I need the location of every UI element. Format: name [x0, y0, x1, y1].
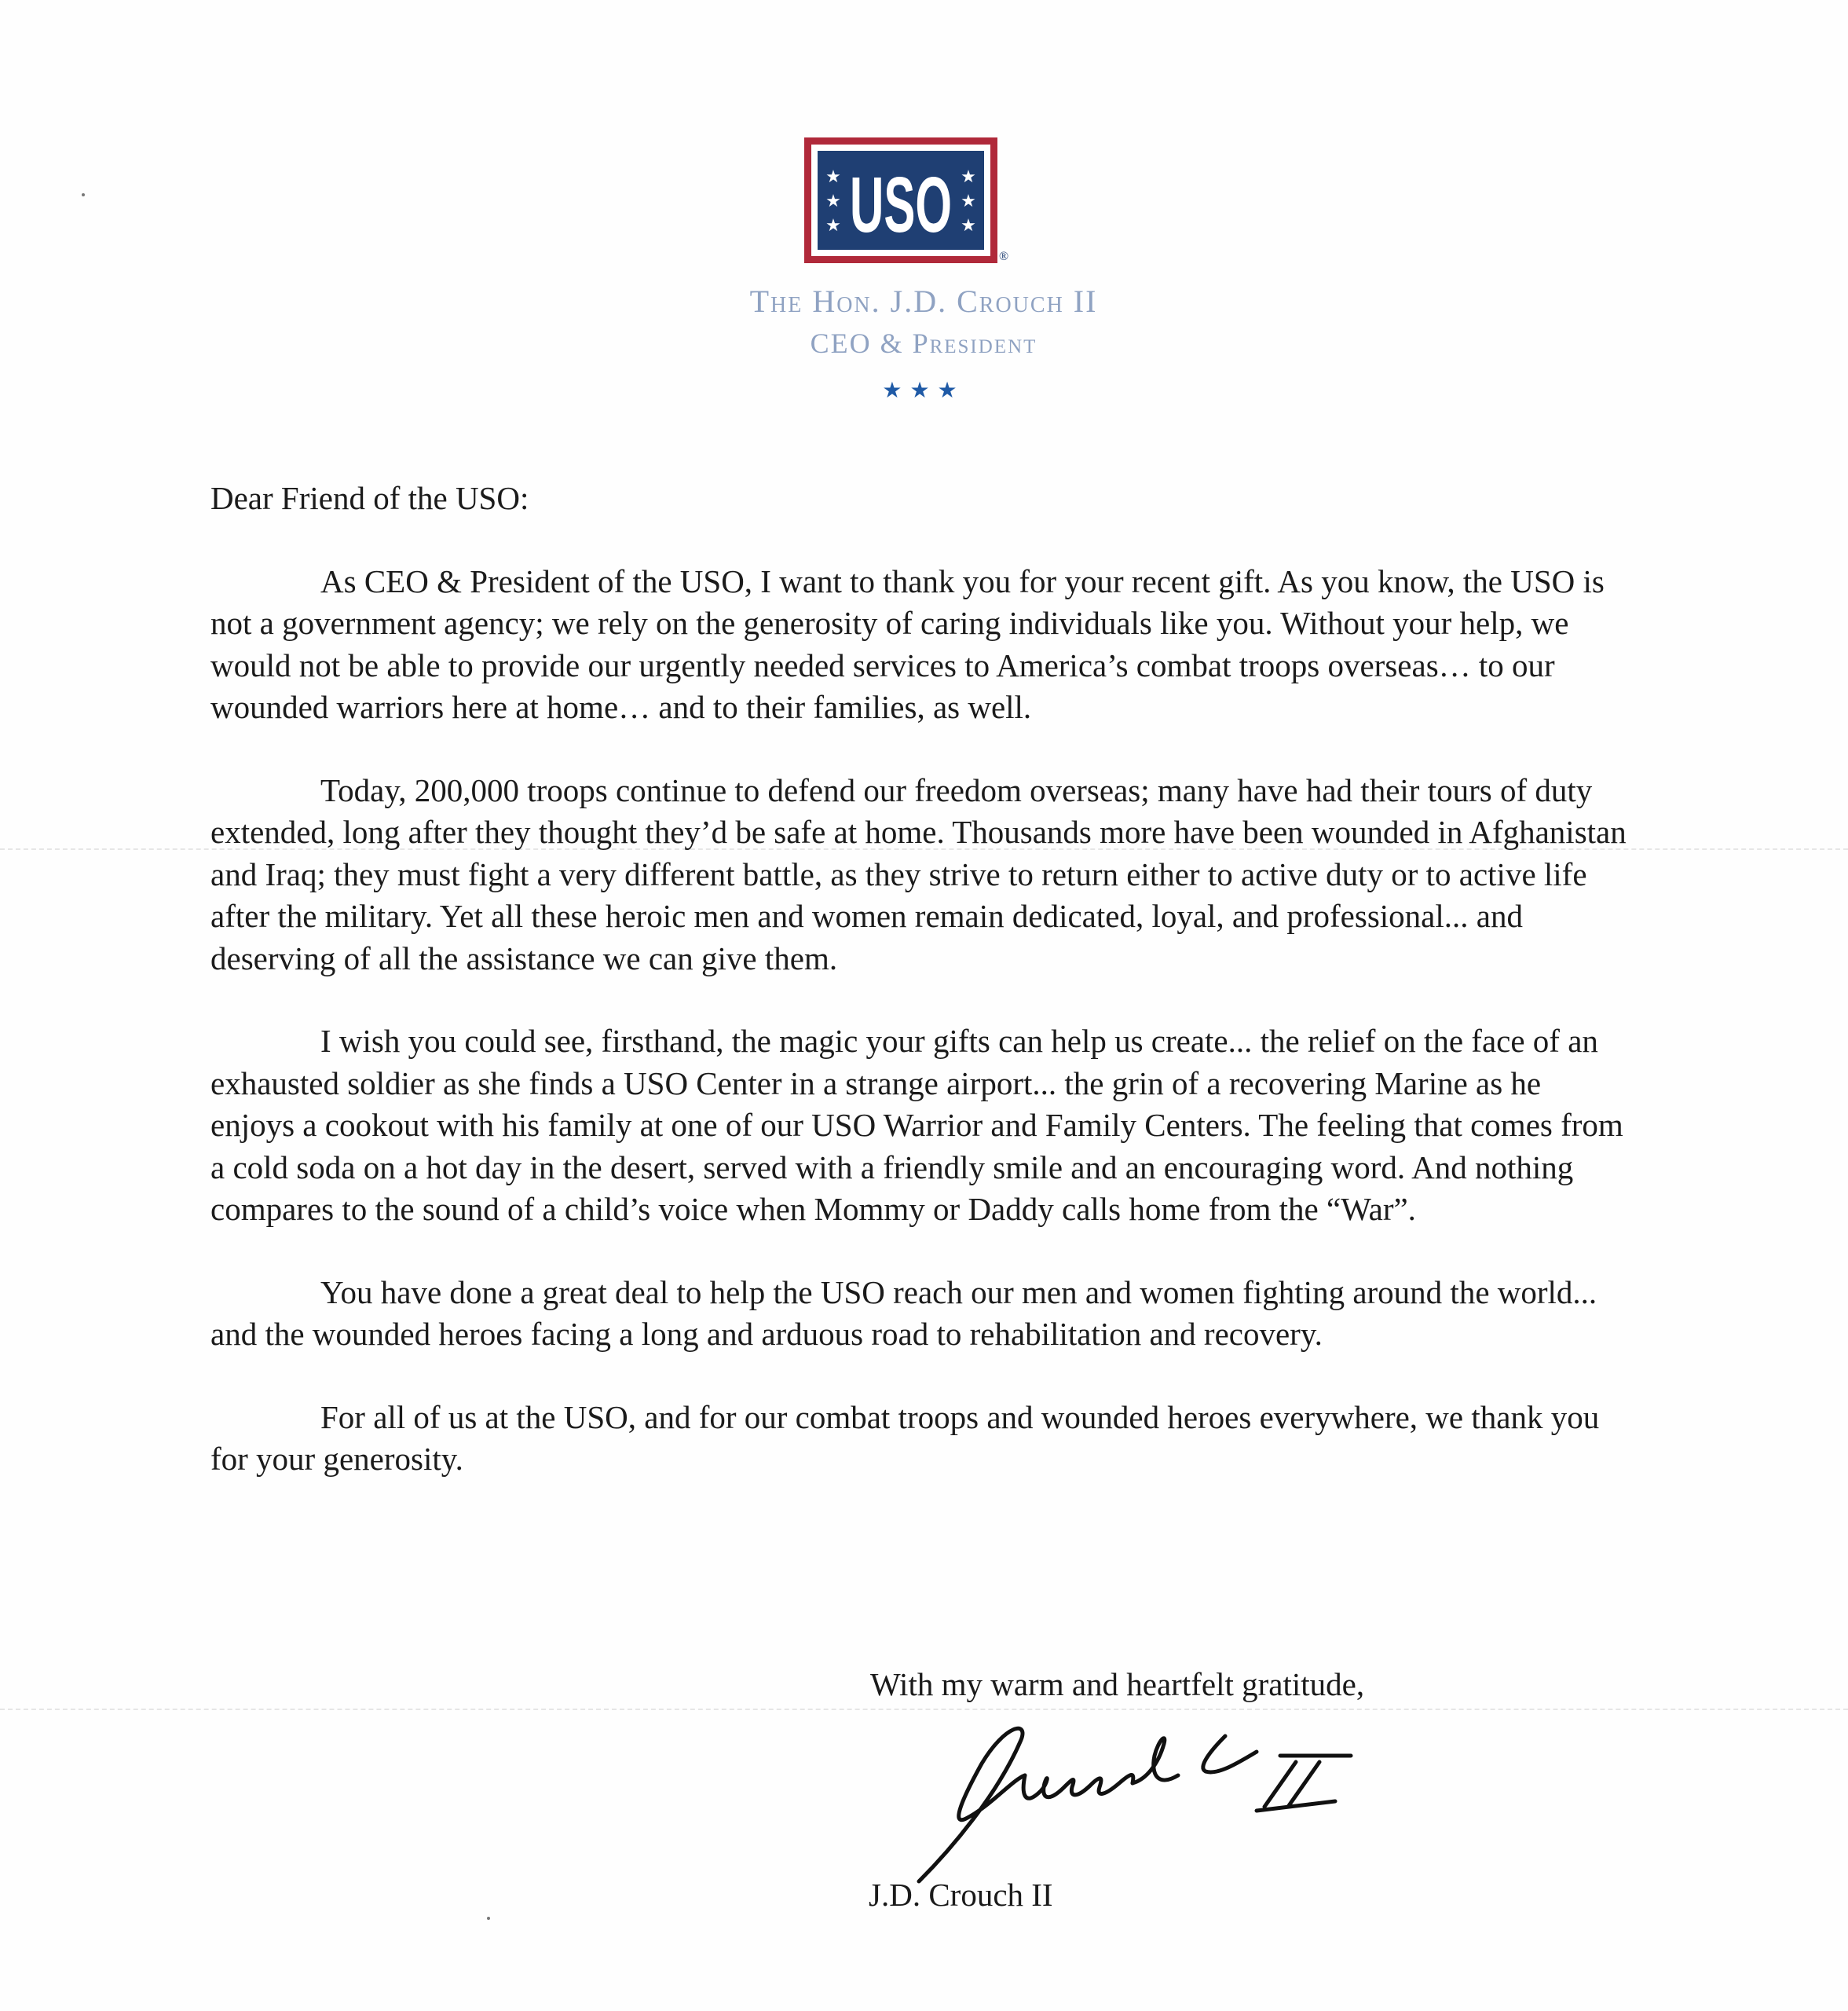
signature-image [887, 1709, 1453, 1889]
logo-text: USO [850, 161, 952, 249]
uso-logo-mark [818, 151, 984, 250]
svg-text:★: ★ [825, 215, 841, 235]
svg-text:★: ★ [961, 215, 976, 235]
paragraph-1: As CEO & President of the USO, I want to thank you for your recent gift. As you know, the USO is not a government agency; we rely on the generosity of caring individuals like you. Without your help, we would not be able to provide our urgently needed services to America’s combat troops overseas… to our wounded warriors here at home… and to their families, as well. [210, 562, 1605, 725]
paragraph-3: I wish you could see, firsthand, the magic your gifts can help us create... the relief on the face of an exhausted soldier as she finds a USO Center in a strange airport... the grin of a recovering Marine as he enjoys a cookout with his family at one of our USO Warrior and Family Centers. The feeling that comes from a cold soda on a hot day in the desert, served with a friendly smile and an encouraging word. And nothing compares to the sound of a child’s voice when Mommy or Daddy calls home from the “War”. [210, 1023, 1623, 1227]
sender-title: CEO & President [810, 328, 1037, 359]
registered-mark: ® [999, 250, 1009, 263]
svg-text:★: ★ [961, 191, 976, 211]
letter-body [210, 478, 1632, 1481]
scan-speck [487, 1917, 490, 1920]
sender-name: The Hon. J.D. Crouch II [749, 284, 1098, 319]
paragraph-5: For all of us at the USO, and for our combat troops and wounded heroes everywhere, we thank you for your generosity. [210, 1398, 1600, 1477]
letterhead-stars: ★★★ [882, 379, 965, 403]
salutation: Dear Friend of the USO: [210, 480, 529, 516]
closing: With my warm and heartfelt gratitude, [870, 1666, 1365, 1702]
svg-text:★: ★ [825, 191, 841, 211]
logo-stars-left [825, 167, 841, 235]
logo-stars-right [961, 167, 976, 235]
svg-text:★: ★ [825, 167, 841, 186]
signer-name: J.D. Crouch II [869, 1877, 1053, 1913]
uso-logo [804, 137, 997, 263]
paragraph-2: Today, 200,000 troops continue to defend our freedom overseas; many have had their tours of duty extended, long after they thought they’d be safe at home. Thousands more have been wounded in Afghanistan and Iraq; they must fight a very different battle, as they strive to return either to active duty or to active life after the military. Yet all these heroic men and women remain dedicated, loyal, and professional... and deserving of all the assistance we can give them. [210, 771, 1627, 976]
paragraph-4: You have done a great deal to help the USO reach our men and women fighting around the world... and the wounded heroes facing a long and arduous road to rehabilitation and recovery. [210, 1273, 1597, 1352]
scan-speck [82, 193, 85, 196]
svg-text:★: ★ [961, 167, 976, 186]
